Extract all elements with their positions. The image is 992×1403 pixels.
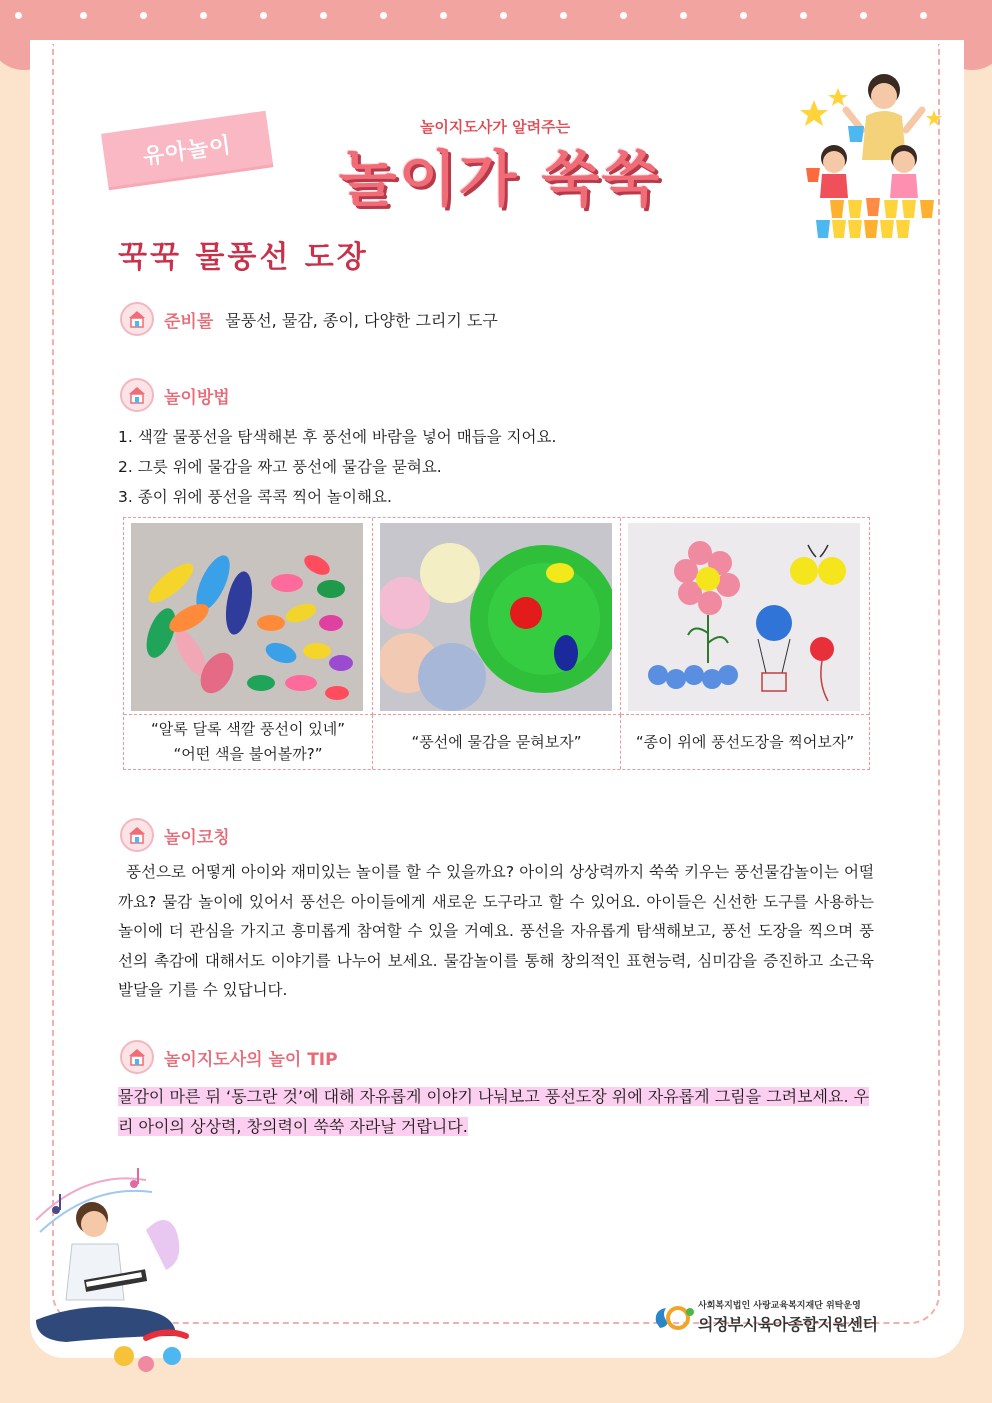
caption-line: “종이 위에 풍선도장을 찍어보자” <box>635 732 855 751</box>
musician-illustration <box>26 1160 216 1378</box>
method-step: 3. 종이 위에 풍선을 콕콕 찍어 놀이해요. <box>118 488 392 506</box>
center-logo-icon <box>652 1300 694 1332</box>
header-title: 놀이가 쑥쑥 <box>338 145 662 215</box>
materials-label: 준비물 <box>164 311 214 332</box>
house-icon <box>120 1040 154 1074</box>
method-label: 놀이방법 <box>164 387 230 408</box>
method-step: 1. 색깔 물풍선을 탐색해본 후 풍선에 바람을 넣어 매듭을 지어요. <box>118 428 557 446</box>
caption-stamps <box>621 715 869 769</box>
caption-paint <box>373 715 621 769</box>
tip-highlight: 물감이 마른 뒤 ‘동그란 것’에 대해 자유롭게 이야기 나눠보고 풍선도장 위에 자유롭게 그림을 그려보세요. 우리 아이의 상상력, 창의력이 쑥쑥 자라날 거랍니다. <box>118 1087 870 1136</box>
activity-title: 꾹꾹 물풍선 도장 <box>118 240 369 275</box>
method-section <box>120 378 230 412</box>
caption-line: “풍선에 물감을 묻혀보자” <box>411 732 582 751</box>
house-icon <box>120 378 154 412</box>
caption-line: “알록 달록 색깔 풍선이 있네” <box>150 720 345 738</box>
materials-text: 물풍선, 물감, 종이, 다양한 그리기 도구 <box>225 310 498 330</box>
footer-org-name: 의정부시육아종합지원센터 <box>698 1315 878 1334</box>
caption-balloons <box>124 715 373 769</box>
coaching-section <box>120 818 230 852</box>
house-icon <box>120 302 154 336</box>
header-subtitle: 놀이지도사가 알려주는 <box>419 118 571 136</box>
balloon-stamp-art-photo <box>628 523 860 711</box>
footer-org-small: 사회복지법인 사랑교육복지재단 위탁운영 <box>698 1301 861 1311</box>
teacher-children-illustration <box>786 70 946 246</box>
house-icon <box>120 818 154 852</box>
paint-plate-photo <box>380 523 612 711</box>
photo-table <box>123 517 870 770</box>
photo-cell-balloons <box>124 518 373 715</box>
tip-section <box>120 1040 338 1074</box>
photo-cell-stamps <box>621 518 869 715</box>
method-steps <box>118 422 556 512</box>
category-tag-label: 유아놀이 <box>141 132 234 170</box>
tip-text <box>118 1082 874 1141</box>
materials-section <box>120 302 498 336</box>
photo-cell-paint <box>373 518 621 715</box>
tip-label: 놀이지도사의 놀이 TIP <box>164 1049 338 1070</box>
balloons-photo <box>131 523 363 711</box>
coaching-text: 풍선으로 어떻게 아이와 재미있는 놀이를 할 수 있을까요? 아이의 상상력까지 쑥쑥 키우는 풍선물감놀이는 어떨까요? 물감 놀이에 있어서 풍선은 아이들에게 새로운 도구라고 할 수 있어요. 아이들은 신선한 도구를 사용하는 놀이에 더 관심을 가지고 흥미롭게 참여할 수 있을 거예요. 풍선을 자유롭게 탐색해보고, 풍선 도장을 찍으며 풍선의 촉감에 대해서도 이야기를 나누어 보세요. 물감놀이를 통해 창의적인 표현능력, 심미감을 증진하고 소근육 발달을 기를 수 있답니다. <box>118 863 874 999</box>
caption-line: “어떤 색을 불어볼까?” <box>173 745 323 763</box>
footer-logo <box>652 1296 882 1336</box>
coaching-label: 놀이코칭 <box>164 827 230 848</box>
method-step: 2. 그릇 위에 물감을 짜고 풍선에 물감을 묻혀요. <box>118 458 442 476</box>
